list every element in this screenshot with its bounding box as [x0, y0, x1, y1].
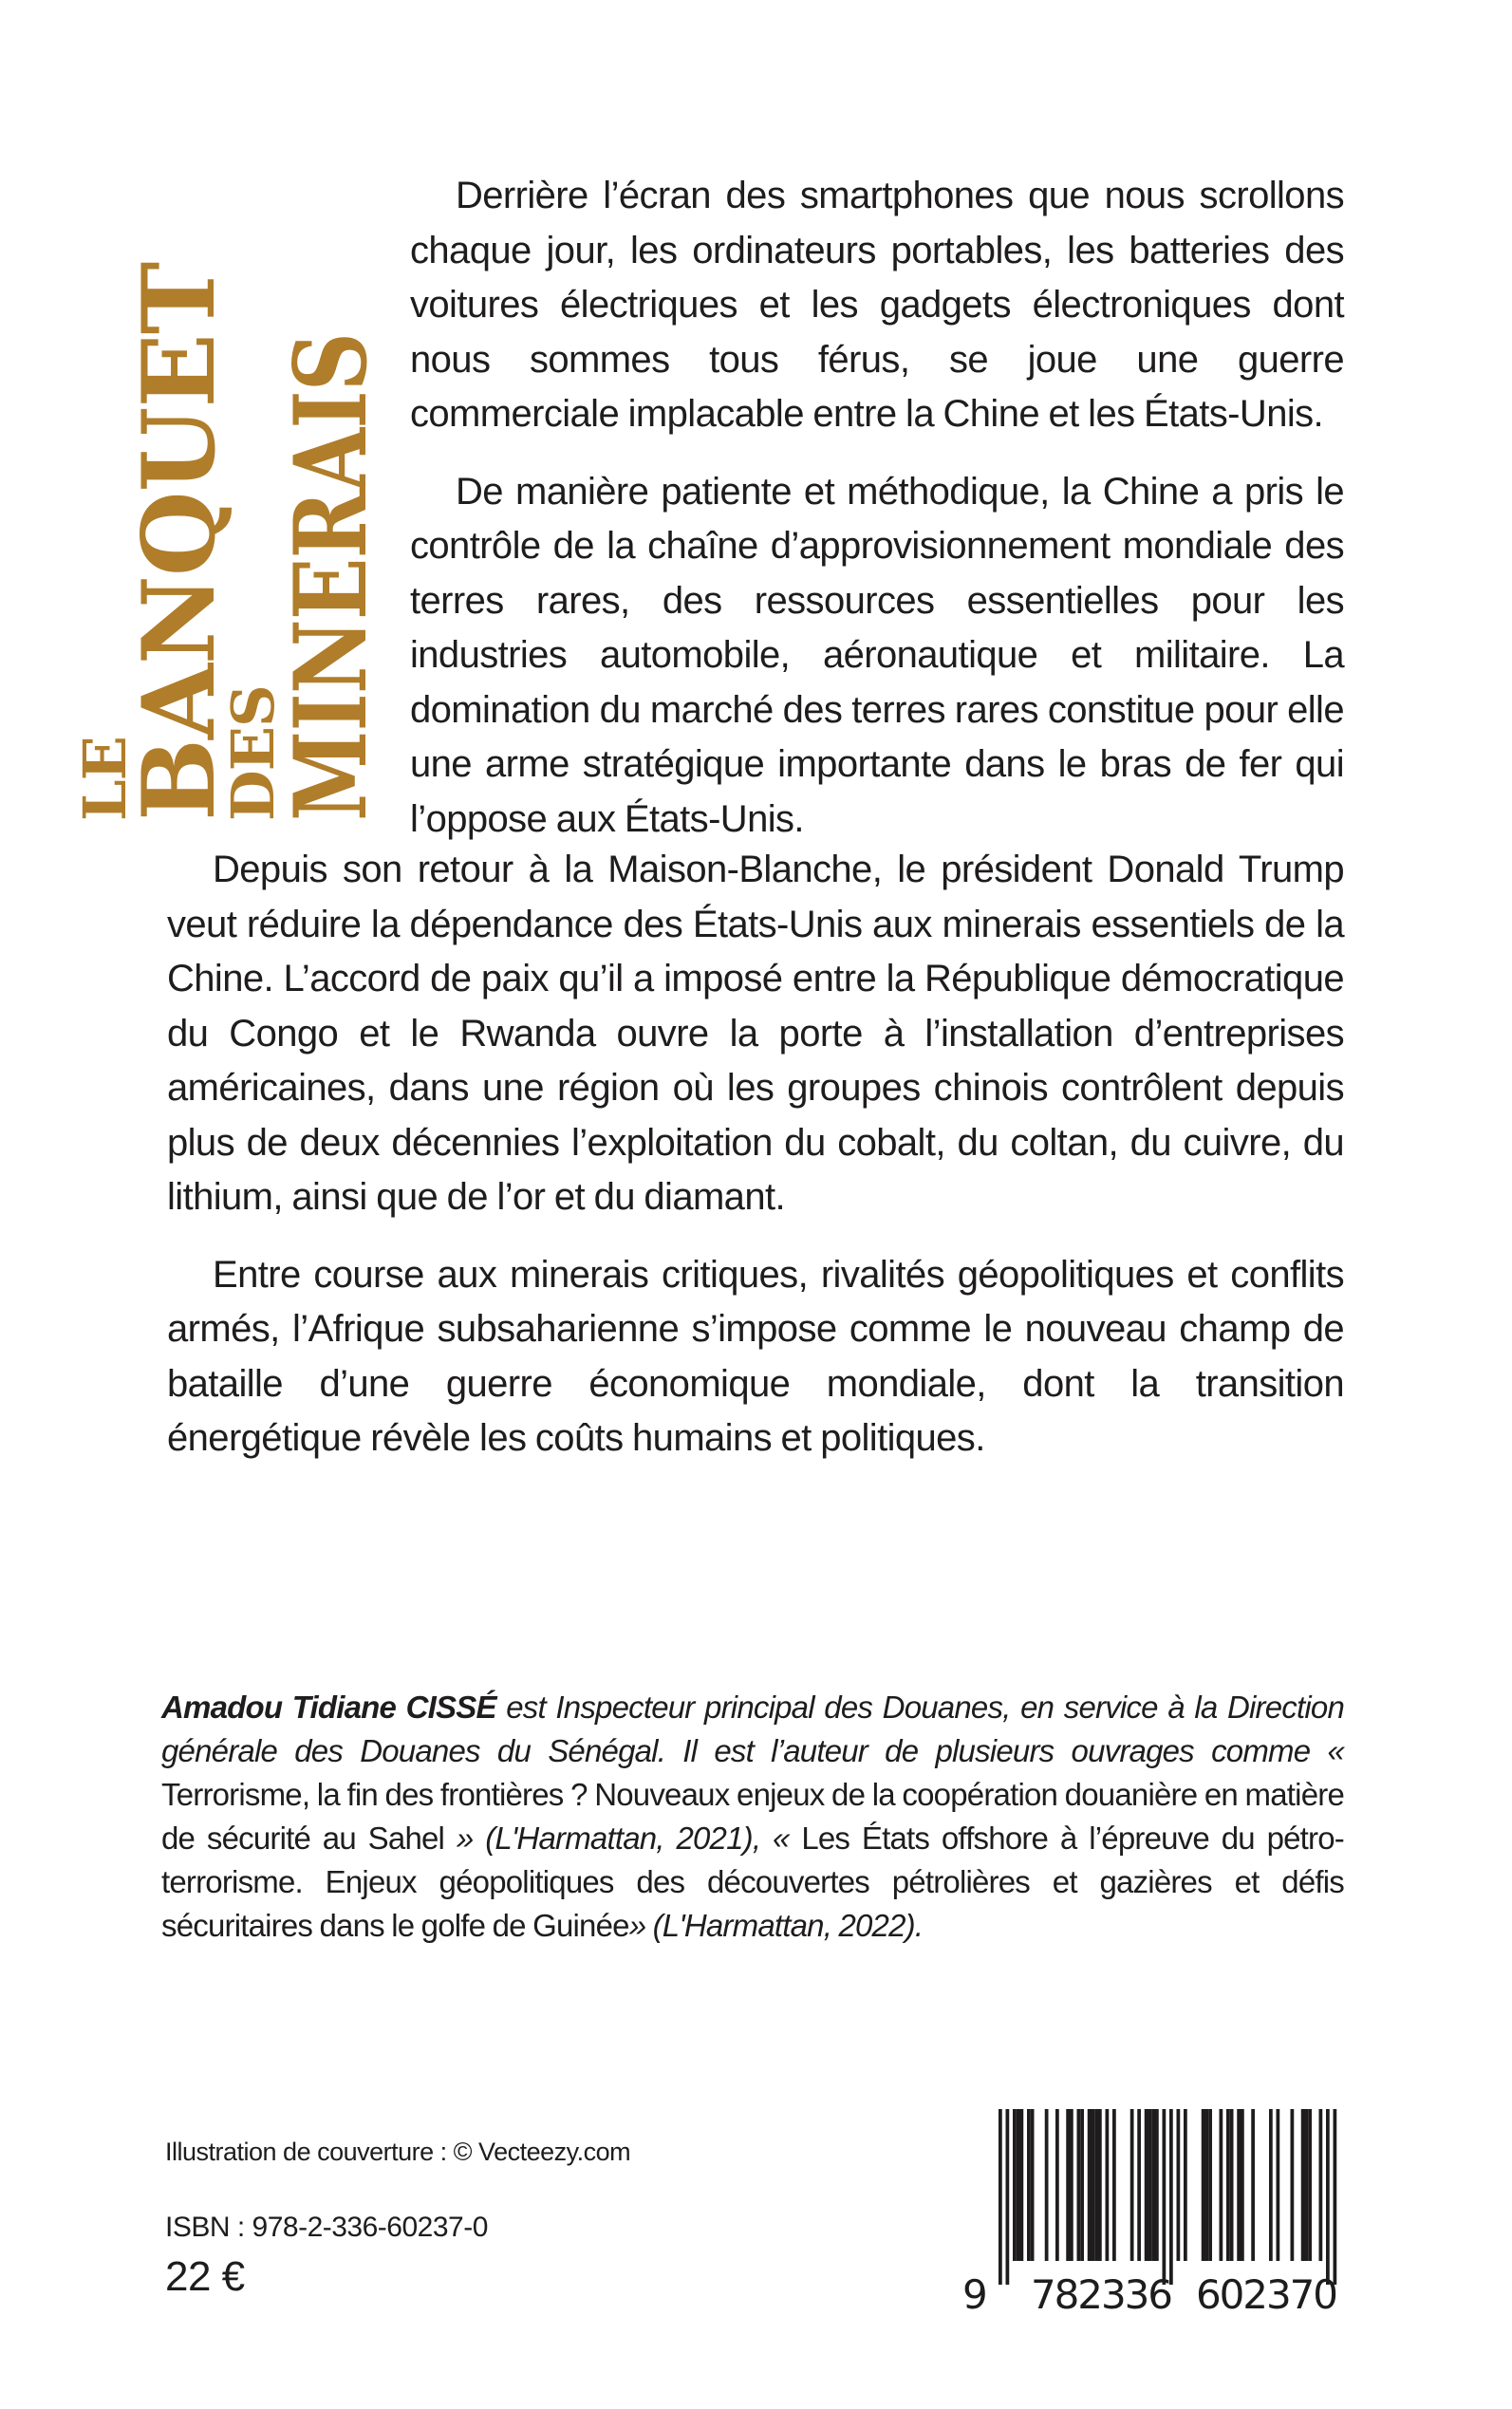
barcode-right-digits: 602370 — [1196, 2271, 1338, 2316]
isbn: ISBN : 978-2-336-60237-0 — [165, 2212, 488, 2243]
barcode-first-digit: 9 — [962, 2271, 988, 2316]
blurb-paragraph-3: Depuis son retour à la Maison-Blanche, le président Donald Trump veut réduire la dépendance des États-Unis aux minerais essentiels de la Chine. L’accord de paix qu’il a imposé entre la République démocratique du Congo et le Rwanda ouvre la porte à l’installation d’entreprises américaines, dans une région où les groupes chinois contrôlent depuis plus de deux décennies l’exploitation du cobalt, du coltan, du cuivre, du lithium, ainsi que de l’or et du diamant. — [167, 849, 1344, 1218]
author-bio — [161, 1686, 1344, 1948]
title-word-le: LE — [70, 737, 140, 821]
author-name: Amadou Tidiane CISSÉ — [161, 1690, 496, 1725]
barcode-icon — [959, 2098, 1357, 2316]
ean13-barcode — [959, 2098, 1357, 2316]
title-word-minerais: MINERAIS — [271, 332, 389, 822]
blurb-paragraph-2: De manière patiente et méthodique, la Chine a pris le contrôle de la chaîne d’approvisionnement mondiale des terres rares, des ressources essentielles pour les industries automobile, aéronautique et militaire. La domination du marché des terres rares constitue pour elle une arme stratégique importante dans le bras de fer qui l’oppose aux États-Unis. — [410, 470, 1344, 840]
title-word-banquet: BANQUET — [120, 262, 237, 821]
book1-publisher: » (L'Harmattan, 2021), « — [444, 1821, 802, 1856]
title-word-des: DES — [218, 685, 288, 821]
blurb-paragraph-4: Entre course aux minerais critiques, rivalités géopolitiques et conflits armés, l’Afrique subsaharienne s’impose comme le nouveau champ de bataille d’une guerre économique mondiale, dont la transition énergétique révèle les coûts humains et politiques. — [167, 1253, 1344, 1459]
book2-publisher: » (L'Harmattan, 2022). — [628, 1908, 924, 1943]
illustration-credit: Illustration de couverture : © Vecteezy.com — [165, 2138, 631, 2166]
price: 22 € — [165, 2253, 245, 2300]
book1-title: Terrorisme, la fin des frontières ? Nouveaux enjeux de la coopération douanière en matière de sécurité au Sahel — [161, 1777, 1344, 1856]
blurb-body — [167, 843, 1344, 1466]
book2-title: Les États offshore à l’épreuve du pétro-terrorisme. Enjeux géopolitiques des découvertes pétrolières et gazières et défis sécuritaires dans le golfe de Guinée — [161, 1821, 1344, 1943]
author-bio-intro: est Inspecteur principal des Douanes, en service à la Direction générale des Douanes du Sénégal. Il est l’auteur de plusieurs ouvrages comme « — [161, 1690, 1344, 1768]
blurb-intro — [410, 169, 1344, 847]
barcode-left-digits: 782336 — [1031, 2271, 1173, 2316]
blurb-paragraph-1: Derrière l’écran des smartphones que nous scrollons chaque jour, les ordinateurs portables, les batteries des voitures électriques et les gadgets électroniques dont nous sommes tous férus, se joue une guerre commerciale implacable entre la Chine et les États-Unis. — [410, 175, 1344, 435]
